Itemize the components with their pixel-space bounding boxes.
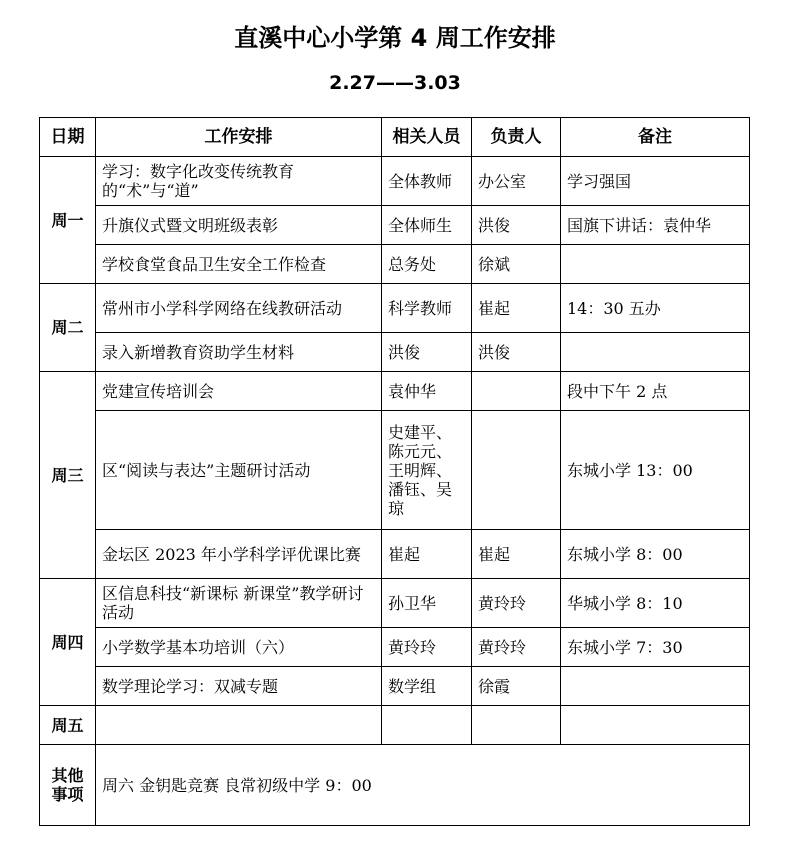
page-title: 直溪中心小学第 4 周工作安排 [234, 24, 556, 52]
table-row [40, 667, 750, 706]
participants-cell: 全体师生 [382, 206, 472, 245]
task-cell [96, 706, 382, 745]
task-cell: 常州市小学科学网络在线教研活动 [96, 284, 382, 333]
participants-cell: 孙卫华 [382, 579, 472, 628]
remarks-cell: 东城小学 13：00 [561, 411, 750, 530]
task-cell: 区“阅读与表达”主题研讨活动 [96, 411, 382, 530]
owner-cell: 黄玲玲 [472, 628, 561, 667]
owner-cell: 洪俊 [472, 333, 561, 372]
owner-cell: 徐斌 [472, 245, 561, 284]
owner-cell [472, 411, 561, 530]
day-other [40, 745, 96, 826]
participants-cell: 全体教师 [382, 157, 472, 206]
task-cell: 数学理论学习：双减专题 [96, 667, 382, 706]
remarks-cell: 国旗下讲话：袁仲华 [561, 206, 750, 245]
table-row [40, 206, 750, 245]
table-row [40, 706, 750, 745]
participants-cell: 史建平、陈元元、王明辉、潘钰、吴琼 [382, 411, 472, 530]
task-cell: 区信息科技“新课标 新课堂”教学研讨活动 [96, 579, 382, 628]
remarks-cell: 段中下午 2 点 [561, 372, 750, 411]
remarks-cell [561, 706, 750, 745]
task-cell: 小学数学基本功培训（六） [96, 628, 382, 667]
day-monday: 周一 [40, 157, 96, 284]
participants-cell: 数学组 [382, 667, 472, 706]
other-label-line2: 事项 [51, 785, 84, 804]
table-row [40, 372, 750, 411]
day-tuesday: 周二 [40, 284, 96, 372]
owner-cell: 崔起 [472, 284, 561, 333]
remarks-cell: 东城小学 8：00 [561, 530, 750, 579]
table-row [40, 579, 750, 628]
owner-cell [472, 372, 561, 411]
table-header-row [40, 118, 750, 157]
table-row [40, 333, 750, 372]
date-range: 2.27——3.03 [329, 72, 461, 94]
participants-cell: 洪俊 [382, 333, 472, 372]
other-label-line1: 其他 [51, 766, 84, 785]
day-wednesday: 周三 [40, 372, 96, 579]
owner-cell [472, 706, 561, 745]
task-cell: 录入新增教育资助学生材料 [96, 333, 382, 372]
remarks-cell: 学习强国 [561, 157, 750, 206]
table-row [40, 284, 750, 333]
header-owner: 负责人 [472, 118, 561, 157]
table-row [40, 530, 750, 579]
participants-cell: 黄玲玲 [382, 628, 472, 667]
schedule-table [39, 117, 750, 826]
remarks-cell [561, 245, 750, 284]
remarks-cell [561, 333, 750, 372]
participants-cell: 袁仲华 [382, 372, 472, 411]
header-day: 日期 [40, 118, 96, 157]
header-participants: 相关人员 [382, 118, 472, 157]
table-row [40, 411, 750, 530]
other-matters-cell: 周六 金钥匙竞赛 良常初级中学 9：00 [96, 745, 750, 826]
task-cell: 学习：数字化改变传统教育的“术”与“道” [96, 157, 382, 206]
owner-cell: 崔起 [472, 530, 561, 579]
owner-cell: 徐霞 [472, 667, 561, 706]
day-thursday: 周四 [40, 579, 96, 706]
participants-cell: 总务处 [382, 245, 472, 284]
remarks-cell [561, 667, 750, 706]
table-row [40, 628, 750, 667]
task-cell: 升旗仪式暨文明班级表彰 [96, 206, 382, 245]
table-row [40, 157, 750, 206]
participants-cell: 崔起 [382, 530, 472, 579]
owner-cell: 洪俊 [472, 206, 561, 245]
header-remarks: 备注 [561, 118, 750, 157]
remarks-cell: 14：30 五办 [561, 284, 750, 333]
remarks-cell: 东城小学 7：30 [561, 628, 750, 667]
task-cell: 学校食堂食品卫生安全工作检查 [96, 245, 382, 284]
participants-cell [382, 706, 472, 745]
participants-cell: 科学教师 [382, 284, 472, 333]
day-friday: 周五 [40, 706, 96, 745]
table-row [40, 245, 750, 284]
owner-cell: 黄玲玲 [472, 579, 561, 628]
remarks-cell: 华城小学 8：10 [561, 579, 750, 628]
task-cell: 党建宣传培训会 [96, 372, 382, 411]
header-task: 工作安排 [96, 118, 382, 157]
table-row [40, 745, 750, 826]
task-cell: 金坛区 2023 年小学科学评优课比赛 [96, 530, 382, 579]
owner-cell: 办公室 [472, 157, 561, 206]
